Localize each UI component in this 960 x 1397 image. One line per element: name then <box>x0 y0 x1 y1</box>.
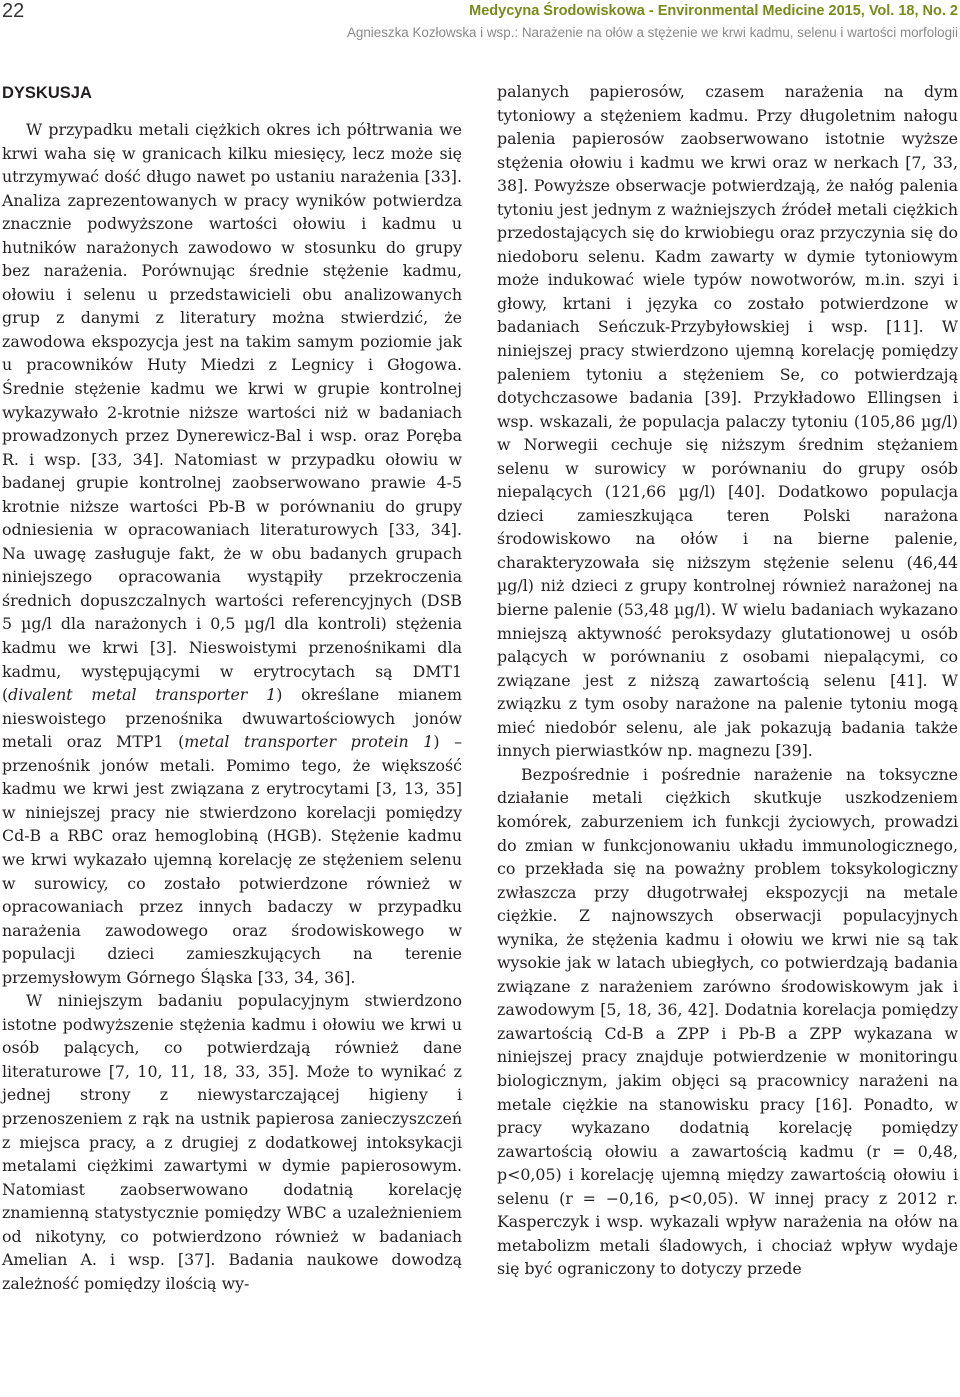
left-column <box>2 80 462 1295</box>
paragraph-text: W przypadku metali ciężkich okres ich półtrwania we krwi waha się w granicach kilku miesięcy, lecz może się utrzymywać dość długo nawet po ustaniu narażenia [33]. Analiza zaprezentowanych w pracy wyników potwierdza znacznie podwyższone wartości ołowiu i kadmu u hutników narażonych zawodowo w stosunku do grupy bez narażenia. Porównując średnie stężenie kadmu, ołowiu i selenu u przedstawicieli obu analizowanych grup z danymi z literatury można stwierdzić, że zawodowa ekspozycja jest na takim samym poziomie jak u pracowników Huty Miedzi z Legnicy i Głogowa. Średnie stężenie kadmu we krwi w grupie kontrolnej wykazywało 2-krotnie niższe wartości niż w badaniach prowadzonych przez Dynerewicz-Bal i wsp. oraz Poręba R. i wsp. [33, 34]. Natomiast w przypadku ołowiu w badanej grupie kontrolnej zaobserwowano prawie 4-5 krotnie niższe wartości Pb-B w porównaniu do grupy odniesienia w opracowaniach literaturowych [33, 34]. Na uwagę zasługuje fakt, że w obu badanych grupach niniejszego opracowania wystąpiły przekroczenia średnich dopuszczalnych wartości referencyjnych (DSB 5 µg/l dla narażonych i 0,5 µg/l dla kontroli) stężenia kadmu we krwi [3]. Nieswoistymi przenośnikami dla kadmu, występującymi w erytrocytach są DMT1 ( <box>2 120 462 705</box>
running-head-authors: Agnieszka Kozłowska i wsp. <box>346 25 515 40</box>
italic-term: divalent metal transporter 1 <box>8 685 277 705</box>
journal-title: Medycyna Środowiskowa - Environmental Medicine 2015, Vol. 18, No. 2 <box>469 3 958 19</box>
running-head-title: : Narażenie na ołów a stężenie we krwi kadmu, selenu i wartości morfologii <box>514 25 958 40</box>
page-number: 22 <box>2 0 25 22</box>
italic-term: metal transporter protein 1 <box>184 732 434 752</box>
paragraph-text: ) – przenośnik jonów metali. Pomimo tego, że większość kadmu we krwi jest związana z erytrocytami [3, 13, 35] w niniejszej pracy nie stwierdzono korelacji pomiędzy Cd-B a RBC oraz hemoglobiną (HGB). Stężenie kadmu we krwi wykazało ujemną korelację ze stężeniem selenu w surowicy, co zostało potwierdzone również w opracowaniach przez innych badaczy w przypadku narażenia zawodowego oraz środowiskowego w populacji dzieci zamieszkujących na terenie przemysłowym Górnego Śląska [33, 34, 36]. <box>2 732 462 987</box>
running-head <box>347 25 958 40</box>
section-heading: DYSKUSJA <box>2 84 92 102</box>
right-column <box>497 80 958 1281</box>
paragraph-text: ) określane mianem nieswoistego przenośnika dwuwartościowych jonów metali oraz MTP1 ( <box>2 685 462 752</box>
paragraph: Bezpośrednie i pośrednie narażenie na toksyczne działanie metali ciężkich skutkuje uszkodzeniem komórek, zaburzeniem ich funkcji życiowych, prowadzi do zmian w funkcjonowaniu układu immunologicznego, co przekłada się na poważny problem toksykologiczny zwłaszcza przy długotrwałej ekspozycji na metale ciężkie. Z najnowszych obserwacji populacyjnych wynika, że stężenia kadmu i ołowiu we krwi nie są tak wysokie jak w latach ubiegłych, co potwierdzają badania związane z narażeniem zarówno środowiskowym jak i zawodowym [5, 18, 36, 42]. Dodatnia korelacja pomiędzy zawartością Cd-B a ZPP i Pb-B a ZPP wykazana w niniejszej pracy znajduje potwierdzenie w monitoringu biologicznym, jakim objęci są pracownicy narażeni na metale ciężkie na stanowisku pracy [16]. Ponadto, w pracy wykazano dodatnią korelację pomiędzy zawartością ołowiu a zawartością kadmu (r = 0,48, p<0,05) i korelację ujemną między zawartością ołowiu i selenu (r = −0,16, p<0,05). W innej pracy z 2012 r. Kasperczyk i wsp. wykazali wpływ narażenia na ołów na metabolizm metali śladowych, i chociaż wpływ wydaje się być ograniczony to dotyczy przede <box>497 764 958 1279</box>
paragraph <box>2 118 462 989</box>
paragraph: W niniejszym badaniu populacyjnym stwierdzono istotne podwyższenie stężenia kadmu i ołowiu we krwi u osób palących, co potwierdzają również dane literaturowe [7, 10, 11, 18, 33, 35]. Może to wynikać z jednej strony z niewystarczającej higieny i przenoszeniem z rąk na ustnik papierosa zanieczyszczeń z miejsca pracy, a z drugiej z dodatkowej intoksykacji metalami ciężkimi zawartymi w dymie papierosowym. Natomiast zaobserwowano dodatnią korelację znamienną statystycznie pomiędzy WBC a uzależnieniem od nikotyny, co potwierdzono również w badaniach Amelian A. i wsp. [37]. Badania naukowe dowodzą zależność pomiędzy ilością wy- <box>2 991 462 1293</box>
page-header <box>0 0 960 26</box>
paragraph: palanych papierosów, czasem narażenia na dym tytoniowy a stężeniem kadmu. Przy długoletnim nałogu palenia papierosów zaobserwowano istotnie wyższe stężenia ołowiu i kadmu we krwi oraz w nerkach [7, 33, 38]. Powyższe obserwacje potwierdzają, że nałóg palenia tytoniu jest jednym z ważniejszych źródeł metali ciężkich przedostających się do krwiobiegu oraz przyczynia się do niedoboru selenu. Kadm zawarty w dymie tytoniowym może indukować wiele typów nowotworów, m.in. szyi i głowy, krtani i języka co zostało potwierdzone w badaniach Seńczuk-Przybyłowskiej i wsp. [11]. W niniejszej pracy stwierdzono ujemną korelację pomiędzy paleniem tytoniu a stężeniem Se, co potwierdzają dotychczasowe badania [39]. Przykładowo Ellingsen i wsp. wskazali, że populacja palaczy tytoniu (105,86 µg/l) w Norwegii cechuje się niższym średnim stężaniem selenu w surowicy w porównaniu do grupy osób niepalących (121,66 µg/l) [40]. Dodatkowo populacja dzieci zamieszkująca teren Polski narażona środowiskowo na ołów i na bierne palenie, charakteryzowała się niższym stężenie selenu (46,44 µg/l) niż dzieci z grupy kontrolnej również narażonej na bierne palenie (53,48 µg/l). W wielu badaniach wykazano mniejszą aktywność peroksydazy glutationowej u osób palących w porównaniu z osobami niepalącymi, co związane jest z niższą zawartością selenu [41]. W związku z tym osoby narażone na palenie tytoniu mogą mieć niedobór selenu, ale jak pokazują badania także innych pierwiastków np. magnezu [39]. <box>497 82 958 761</box>
